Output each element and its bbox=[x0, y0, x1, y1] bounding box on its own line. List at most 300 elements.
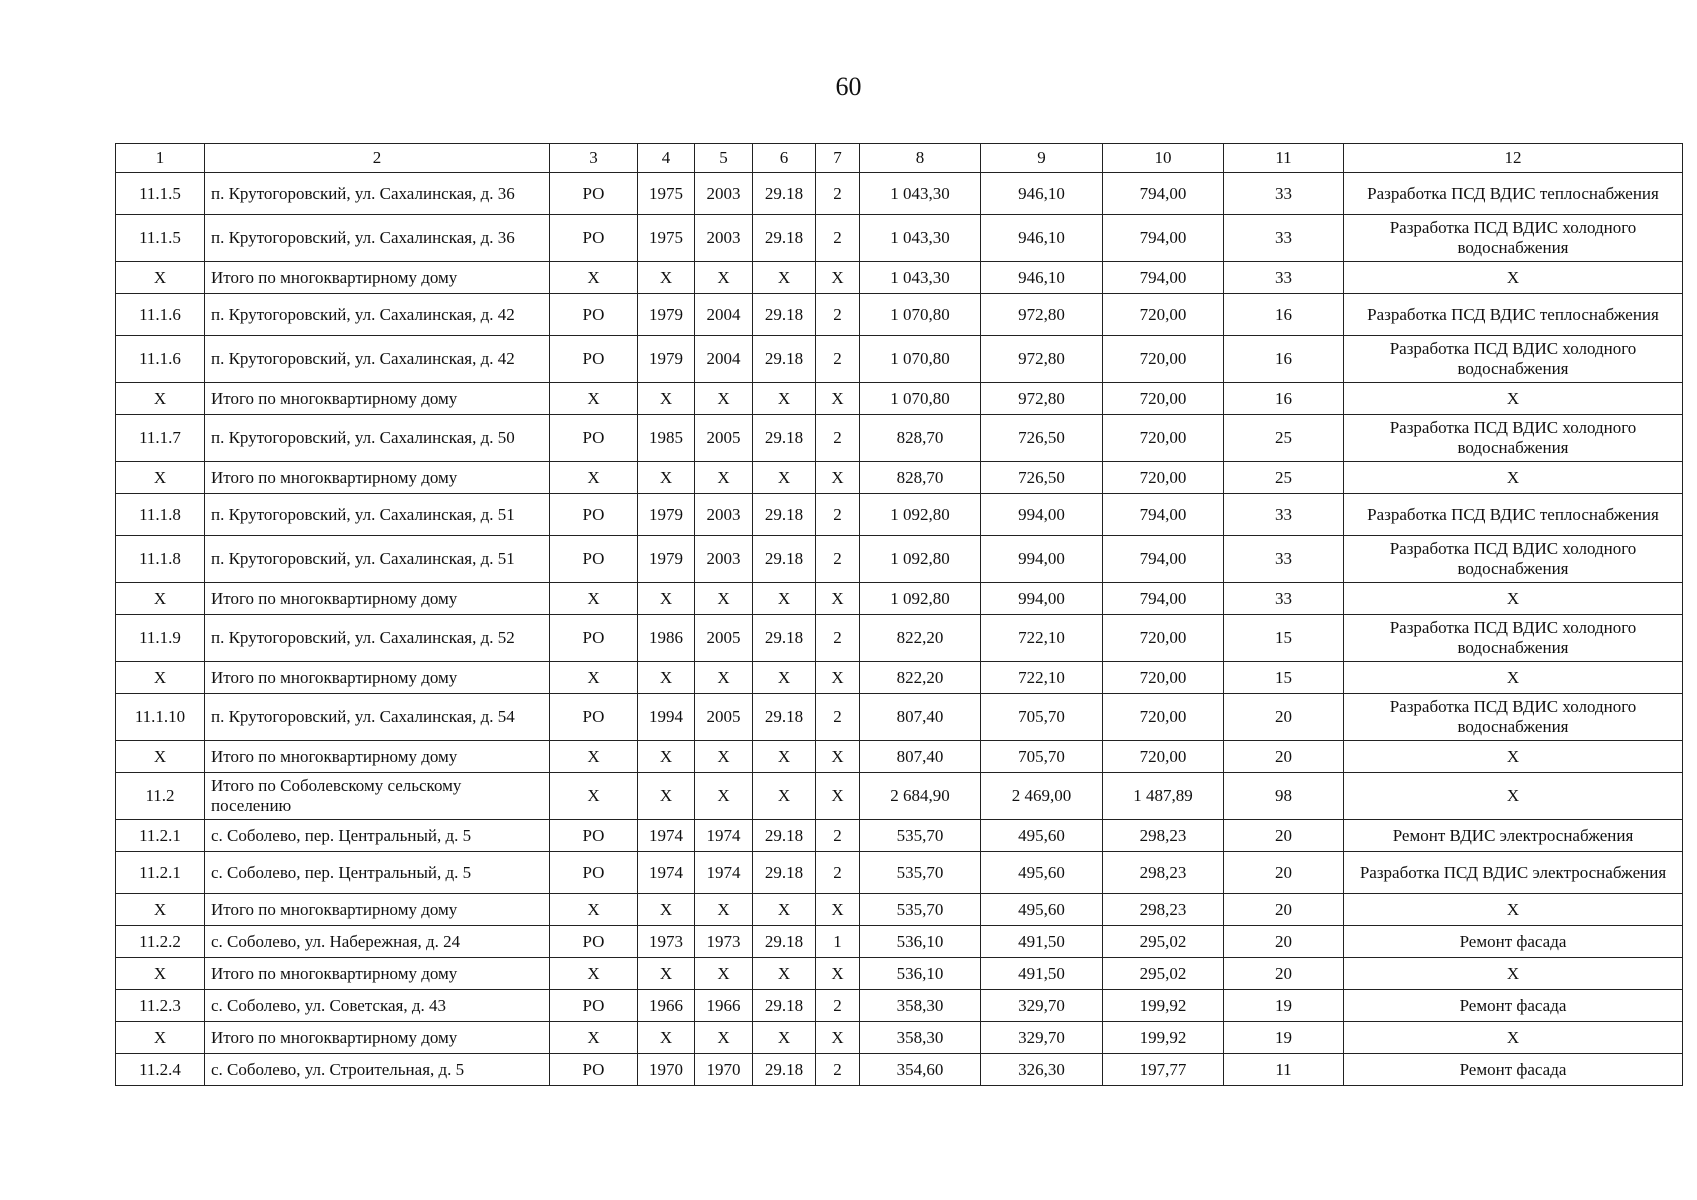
item-number-cell: 11.2.4 bbox=[116, 1054, 205, 1086]
address-cell: Итого по многоквартирному дому bbox=[205, 662, 550, 694]
address-cell: с. Соболево, пер. Центральный, д. 5 bbox=[205, 820, 550, 852]
repair-year-cell: Х bbox=[695, 773, 753, 820]
total-area-cell: 535,70 bbox=[860, 852, 981, 894]
item-number-cell: Х bbox=[116, 894, 205, 926]
address-cell: п. Крутогоровский, ул. Сахалинская, д. 42 bbox=[205, 336, 550, 383]
item-number-cell: 11.1.6 bbox=[116, 336, 205, 383]
address-cell: п. Крутогоровский, ул. Сахалинская, д. 51 bbox=[205, 536, 550, 583]
owner-type-cell: Х bbox=[550, 383, 638, 415]
build-year-cell: Х bbox=[638, 958, 695, 990]
wall-material-cell: 29.18 bbox=[753, 215, 816, 262]
floors-cell: 2 bbox=[816, 536, 860, 583]
owner-type-cell: Х bbox=[550, 583, 638, 615]
wall-material-cell: Х bbox=[753, 662, 816, 694]
living-area-cell: 994,00 bbox=[981, 494, 1103, 536]
build-year-cell: 1966 bbox=[638, 990, 695, 1022]
address-cell: Итого по Соболевскому сельскому поселению bbox=[205, 773, 550, 820]
floors-cell: 2 bbox=[816, 990, 860, 1022]
repair-year-cell: Х bbox=[695, 741, 753, 773]
wall-material-cell: 29.18 bbox=[753, 1054, 816, 1086]
total-area-cell: 536,10 bbox=[860, 958, 981, 990]
wall-material-cell: Х bbox=[753, 383, 816, 415]
floors-cell: Х bbox=[816, 1022, 860, 1054]
total-area-cell: 358,30 bbox=[860, 1022, 981, 1054]
total-area-cell: 822,20 bbox=[860, 615, 981, 662]
residents-cell: 33 bbox=[1224, 536, 1344, 583]
work-type-cell: Х bbox=[1344, 262, 1683, 294]
living-area-cell: 994,00 bbox=[981, 536, 1103, 583]
item-number-cell: 11.2.2 bbox=[116, 926, 205, 958]
address-cell: Итого по многоквартирному дому bbox=[205, 894, 550, 926]
build-year-cell: 1986 bbox=[638, 615, 695, 662]
repair-year-cell: Х bbox=[695, 958, 753, 990]
build-year-cell: 1970 bbox=[638, 1054, 695, 1086]
table-row bbox=[116, 1054, 1683, 1086]
work-type-cell: Ремонт фасада bbox=[1344, 1054, 1683, 1086]
cost-cell: 199,92 bbox=[1103, 1022, 1224, 1054]
column-number: 5 bbox=[695, 144, 753, 173]
floors-cell: Х bbox=[816, 462, 860, 494]
living-area-cell: 495,60 bbox=[981, 894, 1103, 926]
owner-type-cell: РО bbox=[550, 536, 638, 583]
address-cell: п. Крутогоровский, ул. Сахалинская, д. 50 bbox=[205, 415, 550, 462]
cost-cell: 720,00 bbox=[1103, 741, 1224, 773]
owner-type-cell: РО bbox=[550, 294, 638, 336]
living-area-cell: 491,50 bbox=[981, 958, 1103, 990]
item-number-cell: Х bbox=[116, 741, 205, 773]
table-row bbox=[116, 852, 1683, 894]
repair-year-cell: 2005 bbox=[695, 615, 753, 662]
column-number: 1 bbox=[116, 144, 205, 173]
item-number-cell: Х bbox=[116, 662, 205, 694]
wall-material-cell: Х bbox=[753, 741, 816, 773]
cost-cell: 720,00 bbox=[1103, 694, 1224, 741]
floors-cell: 2 bbox=[816, 820, 860, 852]
column-number: 8 bbox=[860, 144, 981, 173]
build-year-cell: 1975 bbox=[638, 173, 695, 215]
cost-cell: 1 487,89 bbox=[1103, 773, 1224, 820]
wall-material-cell: 29.18 bbox=[753, 415, 816, 462]
living-area-cell: 705,70 bbox=[981, 694, 1103, 741]
work-type-cell: Ремонт фасада bbox=[1344, 990, 1683, 1022]
living-area-cell: 946,10 bbox=[981, 215, 1103, 262]
work-type-cell: Х bbox=[1344, 958, 1683, 990]
living-area-cell: 326,30 bbox=[981, 1054, 1103, 1086]
floors-cell: Х bbox=[816, 662, 860, 694]
floors-cell: Х bbox=[816, 894, 860, 926]
floors-cell: Х bbox=[816, 773, 860, 820]
floors-cell: 2 bbox=[816, 852, 860, 894]
table-row bbox=[116, 741, 1683, 773]
table-row bbox=[116, 990, 1683, 1022]
table-row bbox=[116, 415, 1683, 462]
cost-cell: 720,00 bbox=[1103, 462, 1224, 494]
residents-cell: 33 bbox=[1224, 262, 1344, 294]
column-number: 7 bbox=[816, 144, 860, 173]
floors-cell: 2 bbox=[816, 615, 860, 662]
wall-material-cell: Х bbox=[753, 773, 816, 820]
owner-type-cell: РО bbox=[550, 852, 638, 894]
cost-cell: 720,00 bbox=[1103, 662, 1224, 694]
item-number-cell: 11.1.10 bbox=[116, 694, 205, 741]
build-year-cell: Х bbox=[638, 773, 695, 820]
floors-cell: 2 bbox=[816, 415, 860, 462]
build-year-cell: 1973 bbox=[638, 926, 695, 958]
floors-cell: 2 bbox=[816, 294, 860, 336]
total-area-cell: 535,70 bbox=[860, 894, 981, 926]
cost-cell: 720,00 bbox=[1103, 383, 1224, 415]
repair-year-cell: 2005 bbox=[695, 415, 753, 462]
column-number: 4 bbox=[638, 144, 695, 173]
total-area-cell: 807,40 bbox=[860, 741, 981, 773]
total-area-cell: 535,70 bbox=[860, 820, 981, 852]
item-number-cell: 11.1.5 bbox=[116, 173, 205, 215]
floors-cell: Х bbox=[816, 958, 860, 990]
item-number-cell: 11.1.6 bbox=[116, 294, 205, 336]
table-row bbox=[116, 926, 1683, 958]
build-year-cell: 1974 bbox=[638, 820, 695, 852]
residents-cell: 33 bbox=[1224, 494, 1344, 536]
wall-material-cell: 29.18 bbox=[753, 173, 816, 215]
living-area-cell: 972,80 bbox=[981, 294, 1103, 336]
address-cell: Итого по многоквартирному дому bbox=[205, 262, 550, 294]
residents-cell: 19 bbox=[1224, 990, 1344, 1022]
work-type-cell: Х bbox=[1344, 773, 1683, 820]
address-cell: п. Крутогоровский, ул. Сахалинская, д. 52 bbox=[205, 615, 550, 662]
address-cell: с. Соболево, ул. Советская, д. 43 bbox=[205, 990, 550, 1022]
residents-cell: 11 bbox=[1224, 1054, 1344, 1086]
column-number: 9 bbox=[981, 144, 1103, 173]
wall-material-cell: Х bbox=[753, 583, 816, 615]
owner-type-cell: Х bbox=[550, 462, 638, 494]
residents-cell: 20 bbox=[1224, 926, 1344, 958]
living-area-cell: 491,50 bbox=[981, 926, 1103, 958]
residents-cell: 20 bbox=[1224, 741, 1344, 773]
item-number-cell: 11.2 bbox=[116, 773, 205, 820]
work-type-cell: Х bbox=[1344, 1022, 1683, 1054]
table-row bbox=[116, 262, 1683, 294]
living-area-cell: 329,70 bbox=[981, 990, 1103, 1022]
living-area-cell: 2 469,00 bbox=[981, 773, 1103, 820]
address-cell: Итого по многоквартирному дому bbox=[205, 741, 550, 773]
total-area-cell: 1 043,30 bbox=[860, 262, 981, 294]
repair-year-cell: Х bbox=[695, 894, 753, 926]
work-type-cell: Х bbox=[1344, 662, 1683, 694]
item-number-cell: 11.1.9 bbox=[116, 615, 205, 662]
repair-year-cell: 2005 bbox=[695, 694, 753, 741]
work-type-cell: Разработка ПСД ВДИС теплоснабжения bbox=[1344, 494, 1683, 536]
cost-cell: 794,00 bbox=[1103, 583, 1224, 615]
residents-cell: 33 bbox=[1224, 173, 1344, 215]
total-area-cell: 1 043,30 bbox=[860, 215, 981, 262]
cost-cell: 295,02 bbox=[1103, 958, 1224, 990]
repair-year-cell: Х bbox=[695, 262, 753, 294]
table-row bbox=[116, 173, 1683, 215]
column-number: 12 bbox=[1344, 144, 1683, 173]
item-number-cell: Х bbox=[116, 462, 205, 494]
table-row bbox=[116, 615, 1683, 662]
wall-material-cell: 29.18 bbox=[753, 990, 816, 1022]
owner-type-cell: Х bbox=[550, 1022, 638, 1054]
living-area-cell: 495,60 bbox=[981, 852, 1103, 894]
floors-cell: 2 bbox=[816, 173, 860, 215]
residents-cell: 15 bbox=[1224, 615, 1344, 662]
residents-cell: 98 bbox=[1224, 773, 1344, 820]
page-number: 60 bbox=[835, 72, 862, 101]
living-area-cell: 722,10 bbox=[981, 615, 1103, 662]
residents-cell: 20 bbox=[1224, 852, 1344, 894]
table-row bbox=[116, 462, 1683, 494]
wall-material-cell: Х bbox=[753, 958, 816, 990]
owner-type-cell: РО bbox=[550, 336, 638, 383]
table-row bbox=[116, 536, 1683, 583]
wall-material-cell: 29.18 bbox=[753, 694, 816, 741]
build-year-cell: Х bbox=[638, 583, 695, 615]
item-number-cell: Х bbox=[116, 1022, 205, 1054]
owner-type-cell: РО bbox=[550, 694, 638, 741]
total-area-cell: 1 092,80 bbox=[860, 583, 981, 615]
residents-cell: 16 bbox=[1224, 336, 1344, 383]
item-number-cell: 11.1.5 bbox=[116, 215, 205, 262]
work-type-cell: Разработка ПСД ВДИС холодного водоснабжения bbox=[1344, 336, 1683, 383]
owner-type-cell: РО bbox=[550, 215, 638, 262]
repair-year-cell: 1974 bbox=[695, 820, 753, 852]
living-area-cell: 994,00 bbox=[981, 583, 1103, 615]
residents-cell: 20 bbox=[1224, 894, 1344, 926]
work-type-cell: Х bbox=[1344, 583, 1683, 615]
repair-year-cell: Х bbox=[695, 383, 753, 415]
owner-type-cell: РО bbox=[550, 173, 638, 215]
cost-cell: 197,77 bbox=[1103, 1054, 1224, 1086]
table-row bbox=[116, 294, 1683, 336]
owner-type-cell: РО bbox=[550, 415, 638, 462]
floors-cell: Х bbox=[816, 383, 860, 415]
address-cell: Итого по многоквартирному дому bbox=[205, 958, 550, 990]
wall-material-cell: 29.18 bbox=[753, 336, 816, 383]
living-area-cell: 946,10 bbox=[981, 173, 1103, 215]
build-year-cell: 1979 bbox=[638, 494, 695, 536]
item-number-cell: 11.1.8 bbox=[116, 536, 205, 583]
column-number: 3 bbox=[550, 144, 638, 173]
residents-cell: 20 bbox=[1224, 958, 1344, 990]
address-cell: с. Соболево, ул. Набережная, д. 24 bbox=[205, 926, 550, 958]
total-area-cell: 807,40 bbox=[860, 694, 981, 741]
work-type-cell: Ремонт фасада bbox=[1344, 926, 1683, 958]
item-number-cell: 11.1.8 bbox=[116, 494, 205, 536]
build-year-cell: 1979 bbox=[638, 294, 695, 336]
item-number-cell: 11.2.1 bbox=[116, 852, 205, 894]
address-cell: п. Крутогоровский, ул. Сахалинская, д. 36 bbox=[205, 173, 550, 215]
repair-year-cell: 1966 bbox=[695, 990, 753, 1022]
work-type-cell: Разработка ПСД ВДИС холодного водоснабжения bbox=[1344, 536, 1683, 583]
address-cell: Итого по многоквартирному дому bbox=[205, 1022, 550, 1054]
total-area-cell: 828,70 bbox=[860, 462, 981, 494]
total-area-cell: 1 070,80 bbox=[860, 336, 981, 383]
repair-year-cell: 2003 bbox=[695, 215, 753, 262]
total-area-cell: 2 684,90 bbox=[860, 773, 981, 820]
build-year-cell: Х bbox=[638, 894, 695, 926]
owner-type-cell: Х bbox=[550, 773, 638, 820]
repair-year-cell: Х bbox=[695, 1022, 753, 1054]
residents-cell: 20 bbox=[1224, 820, 1344, 852]
repair-year-cell: Х bbox=[695, 662, 753, 694]
work-type-cell: Х bbox=[1344, 383, 1683, 415]
owner-type-cell: РО bbox=[550, 615, 638, 662]
wall-material-cell: Х bbox=[753, 262, 816, 294]
living-area-cell: 329,70 bbox=[981, 1022, 1103, 1054]
table-row bbox=[116, 820, 1683, 852]
table-row bbox=[116, 773, 1683, 820]
floors-cell: 1 bbox=[816, 926, 860, 958]
build-year-cell: Х bbox=[638, 741, 695, 773]
cost-cell: 199,92 bbox=[1103, 990, 1224, 1022]
address-cell: Итого по многоквартирному дому bbox=[205, 583, 550, 615]
table-row bbox=[116, 894, 1683, 926]
living-area-cell: 495,60 bbox=[981, 820, 1103, 852]
build-year-cell: 1985 bbox=[638, 415, 695, 462]
owner-type-cell: Х bbox=[550, 958, 638, 990]
table-row bbox=[116, 1022, 1683, 1054]
owner-type-cell: Х bbox=[550, 741, 638, 773]
cost-cell: 794,00 bbox=[1103, 494, 1224, 536]
build-year-cell: 1994 bbox=[638, 694, 695, 741]
floors-cell: 2 bbox=[816, 494, 860, 536]
item-number-cell: Х bbox=[116, 583, 205, 615]
residents-cell: 19 bbox=[1224, 1022, 1344, 1054]
repair-year-cell: 1973 bbox=[695, 926, 753, 958]
table-row bbox=[116, 958, 1683, 990]
column-number: 10 bbox=[1103, 144, 1224, 173]
owner-type-cell: Х bbox=[550, 662, 638, 694]
wall-material-cell: Х bbox=[753, 462, 816, 494]
table-body bbox=[116, 173, 1683, 1086]
build-year-cell: Х bbox=[638, 383, 695, 415]
total-area-cell: 354,60 bbox=[860, 1054, 981, 1086]
cost-cell: 794,00 bbox=[1103, 536, 1224, 583]
total-area-cell: 1 070,80 bbox=[860, 383, 981, 415]
residents-cell: 33 bbox=[1224, 215, 1344, 262]
table-row bbox=[116, 694, 1683, 741]
residents-cell: 33 bbox=[1224, 583, 1344, 615]
repair-program-table bbox=[115, 143, 1683, 1086]
residents-cell: 15 bbox=[1224, 662, 1344, 694]
wall-material-cell: 29.18 bbox=[753, 852, 816, 894]
work-type-cell: Разработка ПСД ВДИС холодного водоснабжения bbox=[1344, 215, 1683, 262]
cost-cell: 794,00 bbox=[1103, 215, 1224, 262]
owner-type-cell: РО bbox=[550, 926, 638, 958]
repair-year-cell: 2003 bbox=[695, 536, 753, 583]
owner-type-cell: Х bbox=[550, 894, 638, 926]
cost-cell: 794,00 bbox=[1103, 173, 1224, 215]
total-area-cell: 1 092,80 bbox=[860, 494, 981, 536]
residents-cell: 16 bbox=[1224, 294, 1344, 336]
item-number-cell: Х bbox=[116, 383, 205, 415]
wall-material-cell: 29.18 bbox=[753, 615, 816, 662]
work-type-cell: Разработка ПСД ВДИС холодного водоснабжения bbox=[1344, 694, 1683, 741]
address-cell: п. Крутогоровский, ул. Сахалинская, д. 36 bbox=[205, 215, 550, 262]
address-cell: Итого по многоквартирному дому bbox=[205, 383, 550, 415]
living-area-cell: 726,50 bbox=[981, 415, 1103, 462]
column-number: 11 bbox=[1224, 144, 1344, 173]
cost-cell: 298,23 bbox=[1103, 852, 1224, 894]
address-cell: с. Соболево, ул. Строительная, д. 5 bbox=[205, 1054, 550, 1086]
table-row bbox=[116, 215, 1683, 262]
total-area-cell: 536,10 bbox=[860, 926, 981, 958]
wall-material-cell: 29.18 bbox=[753, 294, 816, 336]
total-area-cell: 1 043,30 bbox=[860, 173, 981, 215]
table-row bbox=[116, 494, 1683, 536]
repair-year-cell: 2003 bbox=[695, 494, 753, 536]
living-area-cell: 705,70 bbox=[981, 741, 1103, 773]
item-number-cell: 11.2.1 bbox=[116, 820, 205, 852]
wall-material-cell: Х bbox=[753, 1022, 816, 1054]
build-year-cell: 1979 bbox=[638, 336, 695, 383]
total-area-cell: 1 092,80 bbox=[860, 536, 981, 583]
wall-material-cell: 29.18 bbox=[753, 926, 816, 958]
owner-type-cell: РО bbox=[550, 820, 638, 852]
wall-material-cell: 29.18 bbox=[753, 494, 816, 536]
item-number-cell: Х bbox=[116, 958, 205, 990]
work-type-cell: Разработка ПСД ВДИС теплоснабжения bbox=[1344, 173, 1683, 215]
table-row bbox=[116, 383, 1683, 415]
cost-cell: 720,00 bbox=[1103, 294, 1224, 336]
repair-year-cell: 1970 bbox=[695, 1054, 753, 1086]
item-number-cell: 11.1.7 bbox=[116, 415, 205, 462]
address-cell: п. Крутогоровский, ул. Сахалинская, д. 42 bbox=[205, 294, 550, 336]
build-year-cell: Х bbox=[638, 662, 695, 694]
floors-cell: 2 bbox=[816, 215, 860, 262]
floors-cell: Х bbox=[816, 741, 860, 773]
total-area-cell: 828,70 bbox=[860, 415, 981, 462]
cost-cell: 295,02 bbox=[1103, 926, 1224, 958]
living-area-cell: 946,10 bbox=[981, 262, 1103, 294]
work-type-cell: Х bbox=[1344, 462, 1683, 494]
floors-cell: Х bbox=[816, 583, 860, 615]
work-type-cell: Разработка ПСД ВДИС теплоснабжения bbox=[1344, 294, 1683, 336]
work-type-cell: Ремонт ВДИС электроснабжения bbox=[1344, 820, 1683, 852]
living-area-cell: 972,80 bbox=[981, 336, 1103, 383]
residents-cell: 25 bbox=[1224, 462, 1344, 494]
work-type-cell: Разработка ПСД ВДИС холодного водоснабжения bbox=[1344, 615, 1683, 662]
cost-cell: 720,00 bbox=[1103, 336, 1224, 383]
total-area-cell: 358,30 bbox=[860, 990, 981, 1022]
floors-cell: 2 bbox=[816, 336, 860, 383]
work-type-cell: Х bbox=[1344, 894, 1683, 926]
floors-cell: 2 bbox=[816, 1054, 860, 1086]
table-row bbox=[116, 336, 1683, 383]
cost-cell: 298,23 bbox=[1103, 894, 1224, 926]
address-cell: п. Крутогоровский, ул. Сахалинская, д. 54 bbox=[205, 694, 550, 741]
living-area-cell: 726,50 bbox=[981, 462, 1103, 494]
item-number-cell: 11.2.3 bbox=[116, 990, 205, 1022]
residents-cell: 20 bbox=[1224, 694, 1344, 741]
cost-cell: 298,23 bbox=[1103, 820, 1224, 852]
build-year-cell: Х bbox=[638, 1022, 695, 1054]
owner-type-cell: РО bbox=[550, 990, 638, 1022]
repair-year-cell: 2004 bbox=[695, 294, 753, 336]
cost-cell: 720,00 bbox=[1103, 615, 1224, 662]
build-year-cell: Х bbox=[638, 462, 695, 494]
repair-year-cell: Х bbox=[695, 462, 753, 494]
table-row bbox=[116, 662, 1683, 694]
work-type-cell: Разработка ПСД ВДИС электроснабжения bbox=[1344, 852, 1683, 894]
repair-year-cell: 2003 bbox=[695, 173, 753, 215]
build-year-cell: Х bbox=[638, 262, 695, 294]
residents-cell: 25 bbox=[1224, 415, 1344, 462]
column-number: 6 bbox=[753, 144, 816, 173]
work-type-cell: Х bbox=[1344, 741, 1683, 773]
address-cell: п. Крутогоровский, ул. Сахалинская, д. 51 bbox=[205, 494, 550, 536]
